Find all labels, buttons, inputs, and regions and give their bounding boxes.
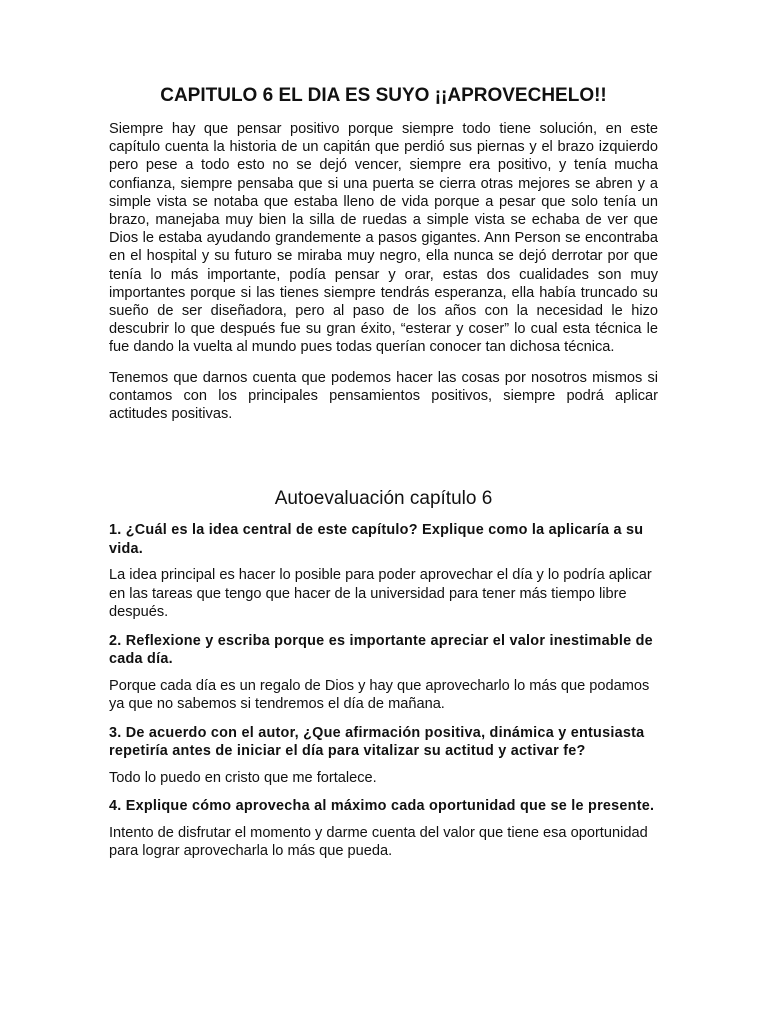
question-1: 1. ¿Cuál es la idea central de este capítulo? Explique como la aplicaría a su vida. xyxy=(109,522,644,557)
answer-2: Porque cada día es un regalo de Dios y hay que aprovecharlo lo más que podamos ya que no sabemos si tendremos el día de mañana. xyxy=(109,677,650,713)
answer-1: La idea principal es hacer lo posible para poder aprovechar el día y lo podría aplicar en las tareas que tengo que hacer de la universidad para tener más tiempo libre después. xyxy=(109,567,652,621)
evaluation-title: Autoevaluación capítulo 6 xyxy=(274,488,493,510)
question-2: 2. Reflexione y escriba porque es importante apreciar el valor inestimable de cada día. xyxy=(109,632,653,668)
section-spacer xyxy=(109,435,658,487)
chapter-title: CAPITULO 6 EL DIA ES SUYO ¡¡APROVECHELO!! xyxy=(160,85,607,106)
answer-3: Todo lo puedo en cristo que me fortalece. xyxy=(109,769,377,786)
chapter-paragraph: Tenemos que darnos cuenta que podemos hacer las cosas por nosotros mismos si contamos con los principales pensamientos positivos, siempre podrá aplicar actitudes positivas. xyxy=(109,369,658,423)
question-3: 3. De acuerdo con el autor, ¿Que afirmación positiva, dinámica y entusiasta repetiría antes de iniciar el día para vitalizar su actitud y activar fe? xyxy=(109,724,645,760)
answer-4: Intento de disfrutar el momento y darme cuenta del valor que tiene esa oportunidad para lograr aprovecharla lo más que pueda. xyxy=(109,824,648,860)
question-4: 4. Explique cómo aprovecha al máximo cada oportunidad que se le presente. xyxy=(109,798,655,815)
document-page xyxy=(109,84,658,871)
chapter-paragraph: Siempre hay que pensar positivo porque siempre todo tiene solución, en este capítulo cuenta la historia de un capitán que perdió sus piernas y el brazo izquierdo pero pese a todo esto no se dejó vencer, siempre era positivo, y tenía mucha confianza, siempre pensaba que si una puerta se cierra otras mejores se abren y a simple vista se notaba que estaba lleno de vida porque a pesar que solo tenía un brazo, manejaba muy bien la silla de ruedas a simple vista se echaba de ver que Dios le estaba ayudando grandemente a pasos gigantes. Ann Person se encontraba en el hospital y su futuro se miraba muy negro, ella nunca se dejó derrotar por que tenía lo más importante, podía pensar y orar, estas dos cualidades son muy importantes porque si las tienes siempre tendrás esperanza, ella había truncado su sueño de ser diseñadora, pero al paso de los años con la necesidad le hizo descubrir lo que después fue su gran éxito, “esterar y coser” lo cual esta técnica le fue dando la vuelta al mundo pues todas querían conocer tan dichosa técnica. xyxy=(109,121,658,356)
